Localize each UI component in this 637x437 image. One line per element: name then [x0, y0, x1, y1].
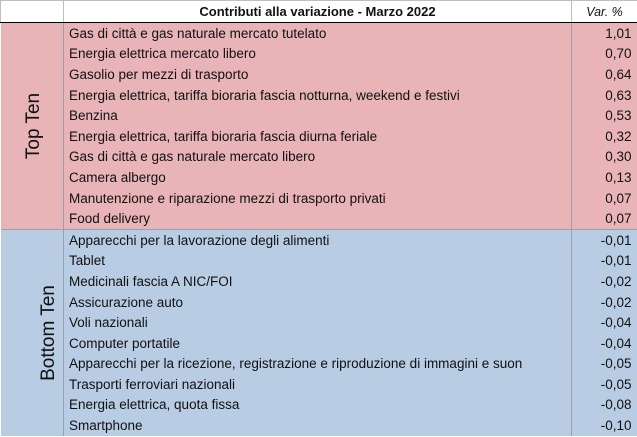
- table-title: Contributi alla variazione - Marzo 2022: [64, 1, 572, 23]
- item-name: Food delivery: [64, 208, 572, 229]
- item-name: Medicinali fascia A NIC/FOI: [64, 271, 572, 292]
- table-row: [1, 395, 637, 416]
- item-value: -0,02: [572, 292, 637, 313]
- item-name: Tablet: [64, 251, 572, 272]
- table-row: [1, 188, 637, 209]
- table-row: [1, 44, 637, 65]
- table-row: [1, 415, 637, 436]
- table-row: [1, 126, 637, 147]
- item-name: Computer portatile: [64, 333, 572, 354]
- item-value: 0,64: [572, 64, 637, 85]
- item-value: -0,02: [572, 271, 637, 292]
- table-row: [1, 208, 637, 229]
- item-value: 0,70: [572, 44, 637, 65]
- item-value: 0,53: [572, 105, 637, 126]
- item-value: -0,04: [572, 333, 637, 354]
- item-value: 1,01: [572, 23, 637, 44]
- item-name: Manutenzione e riparazione mezzi di trasporto privati: [64, 188, 572, 209]
- item-value: -0,01: [572, 229, 637, 250]
- item-name: Energia elettrica, tariffa bioraria fascia diurna feriale: [64, 126, 572, 147]
- value-column-header: Var. %: [572, 1, 637, 23]
- item-name: Voli nazionali: [64, 312, 572, 333]
- table-row: [1, 23, 637, 44]
- table-row: [1, 312, 637, 333]
- table-row: [1, 374, 637, 395]
- table-row: [1, 147, 637, 168]
- item-name: Gasolio per mezzi di trasporto: [64, 64, 572, 85]
- item-value: 0,13: [572, 167, 637, 188]
- table-body: [1, 23, 637, 436]
- table-row: [1, 85, 637, 106]
- item-name: Benzina: [64, 105, 572, 126]
- item-name: Smartphone: [64, 415, 572, 436]
- table-row: [1, 229, 637, 250]
- table-row: [1, 271, 637, 292]
- item-value: -0,01: [572, 251, 637, 272]
- item-name: Gas di città e gas naturale mercato libero: [64, 147, 572, 168]
- item-value: 0,07: [572, 208, 637, 229]
- item-value: -0,05: [572, 354, 637, 375]
- header-row: [1, 1, 637, 23]
- header-corner: [1, 1, 64, 23]
- table-row: [1, 333, 637, 354]
- table-row: [1, 251, 637, 272]
- item-name: Apparecchi per la lavorazione degli alimenti: [64, 229, 572, 250]
- table-row: [1, 64, 637, 85]
- item-value: -0,04: [572, 312, 637, 333]
- item-name: Energia elettrica mercato libero: [64, 44, 572, 65]
- item-value: 0,30: [572, 147, 637, 168]
- group-label: Top Ten: [22, 92, 44, 160]
- item-name: Assicurazione auto: [64, 292, 572, 313]
- item-name: Camera albergo: [64, 167, 572, 188]
- item-value: -0,08: [572, 395, 637, 416]
- item-name: Trasporti ferroviari nazionali: [64, 374, 572, 395]
- table-row: [1, 167, 637, 188]
- item-value: -0,10: [572, 415, 637, 436]
- group-label-cell: [1, 23, 64, 230]
- item-name: Energia elettrica, tariffa bioraria fascia notturna, weekend e festivi: [64, 85, 572, 106]
- group-label: Bottom Ten: [37, 285, 59, 381]
- item-value: -0,05: [572, 374, 637, 395]
- table-row: [1, 292, 637, 313]
- table-row: [1, 354, 637, 375]
- item-value: 0,32: [572, 126, 637, 147]
- item-value: 0,07: [572, 188, 637, 209]
- item-name: Gas di città e gas naturale mercato tutelato: [64, 23, 572, 44]
- item-name: Energia elettrica, quota fissa: [64, 395, 572, 416]
- item-name: Apparecchi per la ricezione, registrazione e riproduzione di immagini e suon: [64, 354, 572, 375]
- table-row: [1, 105, 637, 126]
- group-label-cell: [1, 229, 64, 435]
- item-value: 0,63: [572, 85, 637, 106]
